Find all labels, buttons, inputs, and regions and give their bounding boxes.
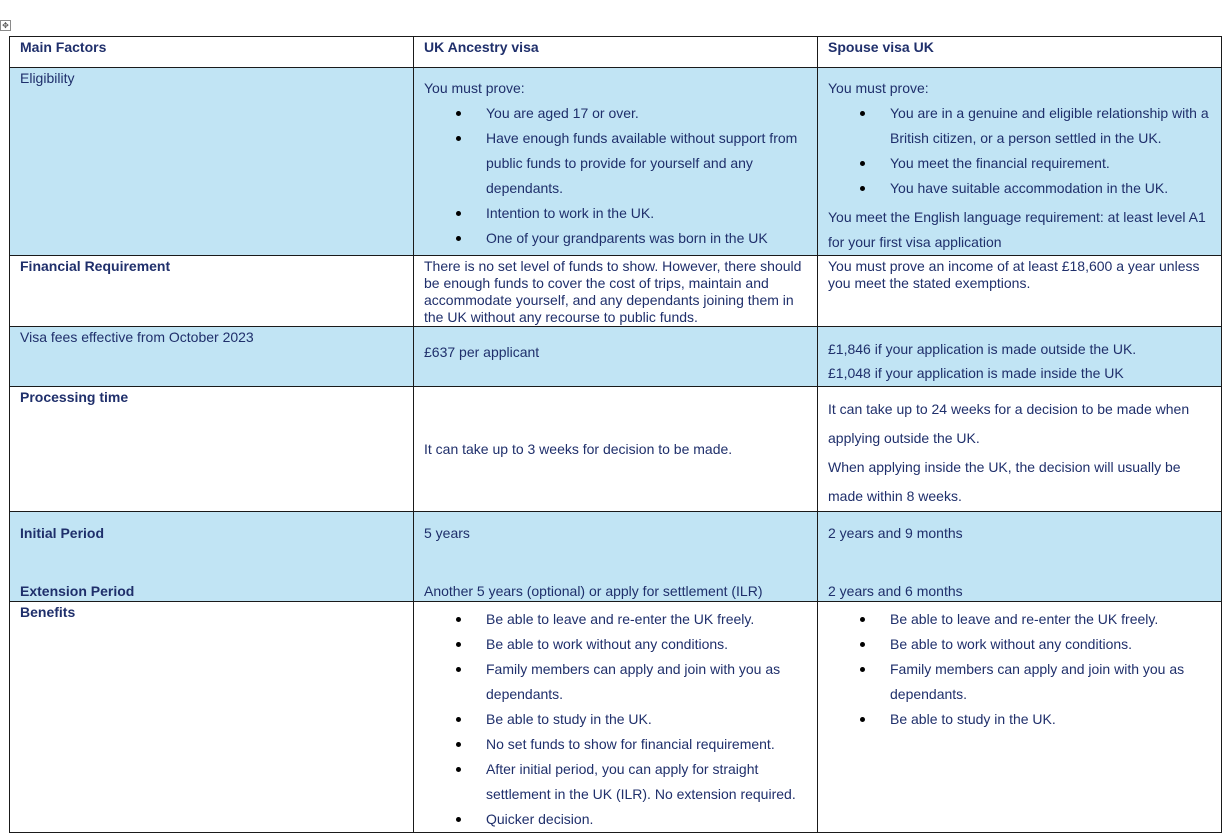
eligibility-spouse-note: You meet the English language requirement: at least level A1 for your first visa application (828, 209, 1206, 250)
extension-period-label: Extension Period (20, 583, 135, 599)
list-item: You are in a genuine and eligible relationship with a British citizen, or a person settled in the UK. (890, 101, 1215, 151)
list-item: You meet the financial requirement. (890, 151, 1215, 176)
benefits-ancestry-cell (414, 602, 818, 833)
header-row (10, 37, 1222, 68)
period-ancestry (414, 512, 818, 602)
list-item: Quicker decision. (486, 807, 811, 832)
eligibility-ancestry-list (424, 101, 811, 251)
list-item: Be able to leave and re-enter the UK freely. (486, 607, 811, 632)
eligibility-ancestry-intro: You must prove: (424, 80, 525, 96)
benefits-spouse-cell (818, 602, 1222, 833)
eligibility-label: Eligibility (10, 68, 414, 256)
financial-row (10, 256, 1222, 327)
list-item: Be able to study in the UK. (890, 707, 1215, 732)
ancestry-extension-period: Another 5 years (optional) or apply for settlement (ILR) (424, 583, 763, 599)
fees-label: Visa fees effective from October 2023 (10, 327, 414, 387)
benefits-ancestry-list (424, 607, 811, 832)
processing-spouse-outside: It can take up to 24 weeks for a decision to be made when applying outside the UK. (828, 401, 1190, 446)
list-item: One of your grandparents was born in the UK (486, 226, 811, 251)
list-item: Be able to study in the UK. (486, 707, 811, 732)
list-item: You have suitable accommodation in the UK. (890, 176, 1215, 201)
spouse-initial-period: 2 years and 9 months (828, 525, 963, 541)
benefits-label: Benefits (10, 602, 414, 833)
financial-label: Financial Requirement (10, 256, 414, 327)
list-item: You are aged 17 or over. (486, 101, 811, 126)
list-item: Be able to leave and re-enter the UK freely. (890, 607, 1215, 632)
list-item: Intention to work in the UK. (486, 201, 811, 226)
financial-spouse: You must prove an income of at least £18,600 a year unless you meet the stated exemptions. (818, 256, 1222, 327)
processing-spouse-inside: When applying inside the UK, the decision will usually be made within 8 weeks. (828, 459, 1181, 504)
visa-comparison-table (9, 36, 1222, 833)
fees-ancestry: £637 per applicant (414, 327, 818, 387)
eligibility-spouse-intro: You must prove: (828, 80, 929, 96)
header-spouse: Spouse visa UK (818, 37, 1222, 68)
processing-label: Processing time (10, 387, 414, 512)
processing-row (10, 387, 1222, 512)
list-item: No set funds to show for financial requirement. (486, 732, 811, 757)
list-item: Be able to work without any conditions. (890, 632, 1215, 657)
period-labels (10, 512, 414, 602)
fees-spouse-outside: £1,846 if your application is made outside the UK. (828, 341, 1137, 357)
eligibility-spouse-list (828, 101, 1215, 201)
header-ancestry: UK Ancestry visa (414, 37, 818, 68)
fees-spouse-cell (818, 327, 1222, 387)
list-item: Family members can apply and join with you as dependants. (890, 657, 1215, 707)
fees-spouse-inside: £1,048 if your application is made inside the UK (828, 365, 1124, 381)
processing-ancestry: It can take up to 3 weeks for decision to be made. (414, 387, 818, 512)
list-item: Be able to work without any conditions. (486, 632, 811, 657)
ancestry-initial-period: 5 years (424, 525, 470, 541)
fees-row (10, 327, 1222, 387)
processing-spouse-cell (818, 387, 1222, 512)
period-row (10, 512, 1222, 602)
header-main-factors: Main Factors (10, 37, 414, 68)
benefits-spouse-list (828, 607, 1215, 732)
list-item: Have enough funds available without support from public funds to provide for yourself and any dependants. (486, 126, 811, 201)
spouse-extension-period: 2 years and 6 months (828, 583, 963, 599)
benefits-row (10, 602, 1222, 833)
eligibility-spouse-cell (818, 68, 1222, 256)
period-spouse (818, 512, 1222, 602)
initial-period-label: Initial Period (20, 525, 105, 541)
eligibility-row (10, 68, 1222, 256)
financial-ancestry: There is no set level of funds to show. However, there should be enough funds to cover the cost of trips, maintain and accommodate yourself, and any dependants joining them in the UK without any recourse to public funds. (414, 256, 818, 327)
list-item: After initial period, you can apply for straight settlement in the UK (ILR). No extension required. (486, 757, 811, 807)
table-move-handle-icon[interactable]: ✥ (0, 20, 11, 31)
eligibility-ancestry-cell (414, 68, 818, 256)
list-item: Family members can apply and join with you as dependants. (486, 657, 811, 707)
